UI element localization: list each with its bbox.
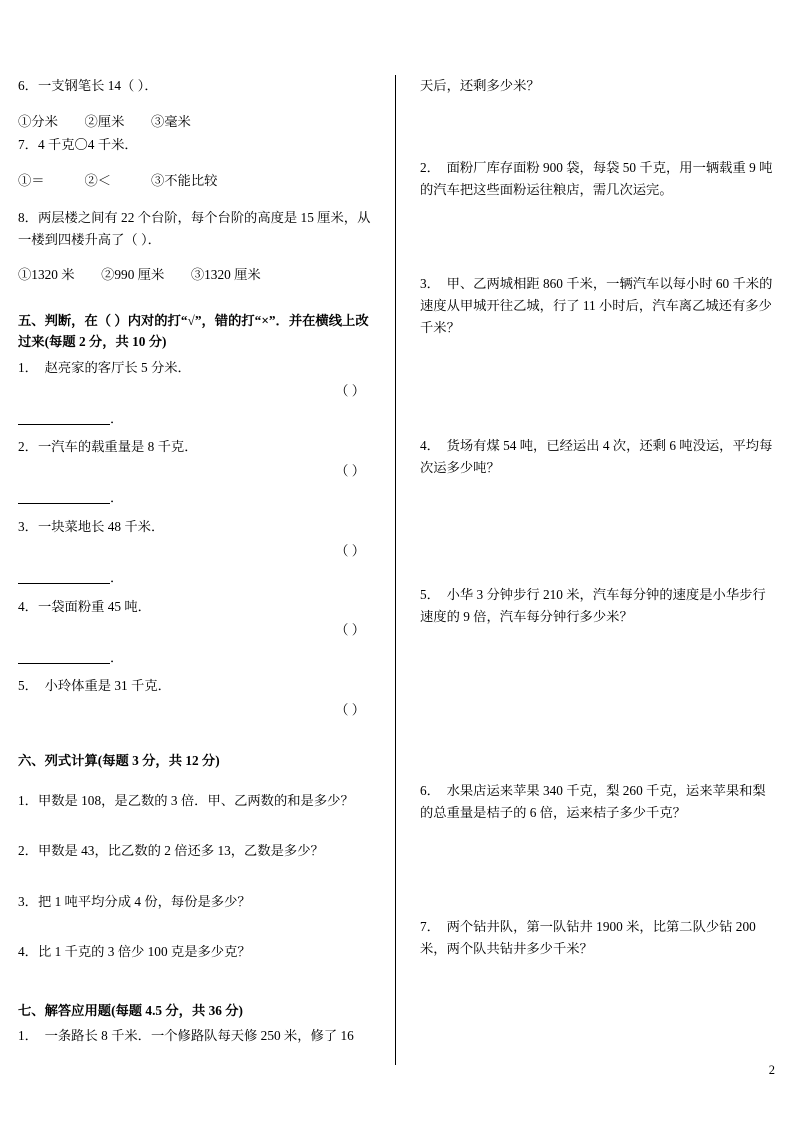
right-item-5: 5． 小华 3 分钟步行 210 米，汽车每分钟的速度是小华步行速度的 9 倍，汽车每分钟行多少米？ — [420, 586, 766, 624]
section-five-title: 五、判断，在（ ）内对的打“√”，错的打“×”．并在横线上改过来(每题 2 分，共 10 分) — [18, 312, 369, 350]
answer-underline[interactable] — [18, 651, 110, 664]
section-six-item-1: 1．甲数是 108，是乙数的 3 倍．甲、乙两数的和是多少？ — [18, 792, 354, 808]
question-6-text: 6．一支钢笔长 14（ ）． — [18, 78, 158, 93]
section-six-item-3: 3．把 1 吨平均分成 4 份，每份是多少？ — [18, 893, 251, 909]
left-column — [18, 75, 396, 1065]
right-item-7: 7． 两个钻井队，第一队钻井 1900 米，比第二队少钻 200米，两个队共钻井多少千米？ — [420, 918, 756, 956]
answer-underline[interactable] — [18, 571, 110, 584]
answer-underline[interactable] — [18, 412, 110, 425]
section-seven-title: 七、解答应用题(每题 4.5 分，共 36 分) — [18, 1002, 243, 1018]
right-item-1-continuation: 天后，还剩多少米？ — [420, 78, 540, 93]
section-five-item-5: 5． 小玲体重是 31 千克． — [18, 678, 171, 694]
section-six-title: 六、列式计算(每题 3 分，共 12 分) — [18, 753, 220, 769]
question-6-options: ①分米 ②厘米 ③毫米 — [18, 113, 191, 129]
section-five-paren-1[interactable]: （ ） — [335, 383, 365, 399]
section-five-item-3: 3．一块菜地长 48 千米． — [18, 518, 165, 534]
section-six-item-4: 4．比 1 千克的 3 倍少 100 克是多少克？ — [18, 944, 251, 960]
section-five-fix-line-2[interactable]: ． — [18, 487, 379, 509]
section-seven-item-1: 1． 一条路长 8 千米．一个修路队每天修 250 米，修了 16 — [18, 1028, 354, 1044]
section-five-item-1: 1． 赵亮家的客厅长 5 分米． — [18, 359, 191, 375]
section-five-paren-4[interactable]: （ ） — [335, 622, 365, 638]
section-five-fix-line-1[interactable]: ． — [18, 408, 379, 430]
answer-underline[interactable] — [18, 491, 110, 504]
section-five-paren-5[interactable]: （ ） — [335, 701, 365, 717]
question-7-text: 7．4 千克〇4 千米． — [18, 137, 138, 153]
section-five-fix-line-4[interactable]: ． — [18, 647, 379, 669]
page-number: 2 — [768, 1062, 775, 1077]
section-five-item-4: 4．一袋面粉重 45 吨． — [18, 598, 151, 614]
two-column-layout — [18, 75, 775, 1065]
section-five-paren-2[interactable]: （ ） — [335, 462, 365, 478]
question-8-text: 8．两层楼之间有 22 个台阶，每个台阶的高度是 15 厘米，从一楼到四楼升高了（ ）． — [18, 210, 371, 247]
section-six-item-2: 2．甲数是 43，比乙数的 2 倍还多 13，乙数是多少？ — [18, 843, 324, 859]
section-five-fix-line-3[interactable]: ． — [18, 567, 379, 589]
right-item-4: 4． 货场有煤 54 吨，已经运出 4 次，还剩 6 吨没运，平均每次运多少吨？ — [420, 438, 773, 476]
right-column — [396, 75, 775, 1065]
question-8-options: ①1320 米 ②990 厘米 ③1320 厘米 — [18, 267, 261, 283]
right-item-3: 3． 甲、乙两城相距 860 千米，一辆汽车以每小时 60 千米的速度从甲城开往乙城，行了 11 小时后，汽车离乙城还有多少千米？ — [420, 276, 773, 336]
right-item-2: 2． 面粉厂库存面粉 900 袋，每袋 50 千克，用一辆载重 9 吨的汽车把这些面粉运往粮店，需几次运完。 — [420, 160, 773, 198]
right-item-6: 6． 水果店运来苹果 340 千克，梨 260 千克，运来苹果和梨的总重量是桔子的 6 倍，运来桔子多少千克？ — [420, 782, 766, 820]
section-five-item-2: 2．一汽车的载重量是 8 千克． — [18, 439, 198, 455]
section-five-paren-3[interactable]: （ ） — [335, 542, 365, 558]
question-7-options: ①＝ ②＜ ③不能比较 — [18, 172, 218, 188]
